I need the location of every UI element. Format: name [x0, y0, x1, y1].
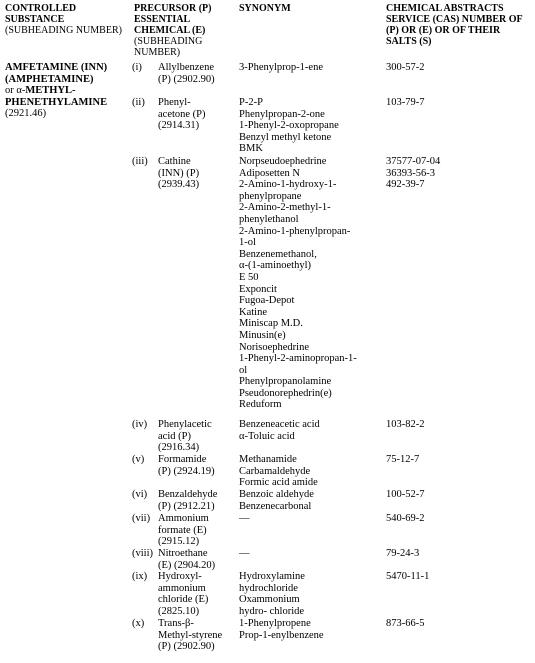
cas-number-cell — [386, 97, 526, 109]
header-controlled-subtitle: (SUBHEADING NUMBER) — [5, 25, 122, 36]
synonym-cell-line: Oxammonium — [239, 594, 300, 606]
synonym-cell-line: hydro- chloride — [239, 605, 305, 617]
synonym-cell-line: Norisoephedrine — [239, 341, 309, 353]
synonym-cell-line: Carbamaldehyde — [239, 465, 311, 477]
synonym-cell — [239, 571, 389, 617]
synonym-cell — [239, 548, 389, 560]
precursor-cell-line: Hydroxyl- — [158, 571, 202, 582]
precursor-cell-line: formate (E) — [158, 524, 207, 536]
row-number: (iv) — [132, 419, 148, 430]
precursor-cell-line: (P) (2902.90) — [158, 73, 215, 85]
synonym-cell-line: hydrochloride — [239, 582, 298, 594]
synonym-cell-line: Phenylpropanolamine — [239, 376, 332, 388]
row-number: (vi) — [132, 489, 148, 500]
synonym-cell — [239, 419, 389, 442]
precursor-cell — [158, 618, 238, 653]
cas-number-cell-line: 492-39-7 — [386, 179, 425, 191]
synonym-cell-line: Pseudonorephedrin(e) — [239, 387, 332, 399]
synonym-cell — [239, 618, 389, 641]
synonym-cell-line: Benzoic aldehyde — [239, 489, 314, 500]
precursor-cell-line: (2939.43) — [158, 179, 200, 191]
precursor-cell — [158, 62, 238, 85]
synonym-cell-line: 1-Phenylpropene — [239, 618, 311, 629]
synonym-cell-line: Benzenecarbonal — [239, 500, 312, 512]
synonym-cell — [239, 62, 389, 74]
precursor-cell-line: acid (P) — [158, 430, 191, 442]
precursor-cell-line: Trans-β- — [158, 618, 194, 629]
synonym-cell-line: 2-Amino-1-phenylpropan- — [239, 225, 351, 237]
precursor-cell-line: (P) (2902.90) — [158, 641, 215, 653]
header-precursor — [134, 3, 244, 58]
synonym-cell — [239, 489, 389, 512]
synonym-cell-line: 1-Phenyl-2-oxopropane — [239, 120, 339, 132]
cas-number-cell — [386, 156, 526, 191]
header-controlled-substance — [5, 3, 125, 36]
precursor-cell — [158, 419, 238, 454]
precursor-cell — [158, 97, 238, 132]
precursor-cell-line: Benzaldehyde — [158, 489, 218, 500]
precursor-cell-line: (2915.12) — [158, 536, 200, 548]
cas-number-cell-line: 75-12-7 — [386, 454, 420, 465]
precursor-cell-line: acetone (P) — [158, 108, 206, 120]
precursor-cell-line: chloride (E) — [158, 594, 209, 606]
synonym-cell-line: phenylpropane — [239, 190, 302, 202]
synonym-cell-line: Benzyl methyl ketone — [239, 131, 332, 143]
synonym-cell-line: 2-Amino-2-methyl-1- — [239, 202, 331, 214]
precursor-cell — [158, 571, 238, 617]
synonym-cell-line: Prop-1-enylbenzene — [239, 629, 324, 641]
synonym-cell-line: Miniscap M.D. — [239, 318, 303, 330]
header-cas — [386, 3, 531, 47]
precursor-cell — [158, 489, 238, 512]
synonym-cell — [239, 513, 389, 525]
synonym-cell-line: Adiposetten N — [239, 167, 300, 179]
header-synonym — [239, 3, 379, 14]
substance-name: AMFETAMINE (INN) (AMPHETAMINE) — [5, 62, 108, 85]
cas-number-cell — [386, 571, 526, 583]
synonym-cell — [239, 156, 389, 411]
substance-or-prefix: or α- — [5, 85, 26, 97]
precursor-cell-line: (E) (2904.20) — [158, 559, 216, 571]
precursor-cell-line: Methyl-styrene — [158, 629, 223, 641]
synonym-cell-line: Methanamide — [239, 454, 297, 465]
header-precursor-title: PRECURSOR (P) ESSENTIAL CHEMICAL (E) — [134, 3, 212, 36]
synonym-cell — [239, 454, 389, 489]
cas-number-cell — [386, 548, 526, 560]
row-number: (ii) — [132, 97, 145, 108]
precursor-cell — [158, 454, 238, 477]
precursor-cell-line: Ammonium — [158, 513, 209, 524]
precursor-cell-line: (2825.10) — [158, 605, 200, 617]
row-number: (x) — [132, 618, 145, 629]
precursor-cell-line: (P) (2924.19) — [158, 465, 215, 477]
synonym-cell — [239, 97, 389, 155]
header-controlled-title: CONTROLLED SUBSTANCE — [5, 3, 77, 25]
synonym-cell-line: Hydroxylamine — [239, 571, 305, 582]
row-number: (v) — [132, 454, 145, 465]
synonym-cell-line: BMK — [239, 143, 263, 155]
row-number: (iii) — [132, 156, 148, 167]
synonym-cell-line: Minusin(e) — [239, 329, 286, 341]
precursor-cell — [158, 513, 238, 548]
synonym-cell-line: α-(1-aminoethyl) — [239, 260, 311, 272]
cas-number-cell-line: 103-82-2 — [386, 419, 425, 430]
synonym-cell-line: 2-Amino-1-hydroxy-1- — [239, 179, 337, 191]
row-number: (ix) — [132, 571, 148, 582]
cas-number-cell — [386, 618, 526, 630]
cas-number-cell-line: 103-79-7 — [386, 97, 425, 108]
substance-alt-name: METHYL-PHENETHYLAMINE — [5, 85, 108, 108]
cas-number-cell-line: 36393-56-3 — [386, 167, 435, 179]
synonym-cell-line: — — [239, 513, 250, 524]
synonym-cell-line: 1-Phenyl-2-aminopropan-1- — [239, 353, 357, 365]
synonym-cell-line: Norpseudoephedrine — [239, 156, 327, 167]
synonym-cell-line: Katine — [239, 306, 267, 318]
synonym-cell-line: E 50 — [239, 271, 259, 283]
cas-number-cell — [386, 489, 526, 501]
cas-number-cell-line: 540-69-2 — [386, 513, 425, 524]
synonym-cell-line: 1-ol — [239, 237, 256, 249]
cas-number-cell-line: 5470-11-1 — [386, 571, 430, 582]
precursor-cell-line: Nitroethane — [158, 548, 208, 559]
precursor-cell — [158, 548, 238, 571]
cas-number-cell-line: 79-24-3 — [386, 548, 420, 559]
cas-number-cell-line: 873-66-5 — [386, 618, 425, 629]
cas-number-cell — [386, 513, 526, 525]
synonym-cell-line: Reduform — [239, 399, 282, 411]
precursor-cell-line: (INN) (P) — [158, 167, 200, 179]
cas-number-cell-line: 100-52-7 — [386, 489, 425, 500]
cas-number-cell — [386, 62, 526, 74]
header-precursor-subtitle: (SUBHEADING NUMBER) — [134, 36, 203, 58]
precursor-cell-line: (P) (2912.21) — [158, 500, 215, 512]
header-cas-title: CHEMICAL ABSTRACTS SERVICE (CAS) NUMBER OF (P) OR (E) OR OF THEIR SALTS (S) — [386, 3, 523, 47]
precursor-cell-line: ammonium — [158, 582, 206, 594]
synonym-cell-line: Exponcit — [239, 283, 277, 295]
synonym-cell-line: — — [239, 548, 250, 559]
header-synonym-title: SYNONYM — [239, 3, 291, 14]
precursor-cell-line: Cathine — [158, 156, 191, 167]
synonym-cell-line: P-2-P — [239, 97, 263, 108]
precursor-cell-line: Formamide — [158, 454, 207, 465]
cas-number-cell — [386, 419, 526, 431]
cas-number-cell — [386, 454, 526, 466]
substance-code: (2921.46) — [5, 108, 47, 120]
row-number: (i) — [132, 62, 142, 73]
synonym-cell-line: ol — [239, 364, 248, 376]
synonym-cell-line: α-Toluic acid — [239, 430, 295, 442]
precursor-cell-line: (2914.31) — [158, 120, 200, 132]
row-number: (viii) — [132, 548, 153, 559]
synonym-cell-line: phenylethanol — [239, 213, 299, 225]
synonym-cell-line: Formic acid amide — [239, 477, 318, 489]
controlled-substance-cell — [5, 62, 129, 120]
synonym-cell-line: 3-Phenylprop-1-ene — [239, 62, 323, 73]
precursor-cell-line: Phenylacetic — [158, 419, 212, 430]
row-number: (vii) — [132, 513, 151, 524]
precursor-cell — [158, 156, 238, 191]
synonym-cell-line: Benzenemethanol, — [239, 248, 317, 260]
synonym-cell-line: Fugoa-Depot — [239, 295, 295, 307]
cas-number-cell-line: 300-57-2 — [386, 62, 425, 73]
precursor-cell-line: Allylbenzene — [158, 62, 214, 73]
synonym-cell-line: Phenylpropan-2-one — [239, 108, 325, 120]
cas-number-cell-line: 37577-07-04 — [386, 156, 441, 167]
precursor-cell-line: Phenyl- — [158, 97, 191, 108]
precursor-cell-line: (2916.34) — [158, 442, 200, 454]
synonym-cell-line: Benzeneacetic acid — [239, 419, 320, 430]
